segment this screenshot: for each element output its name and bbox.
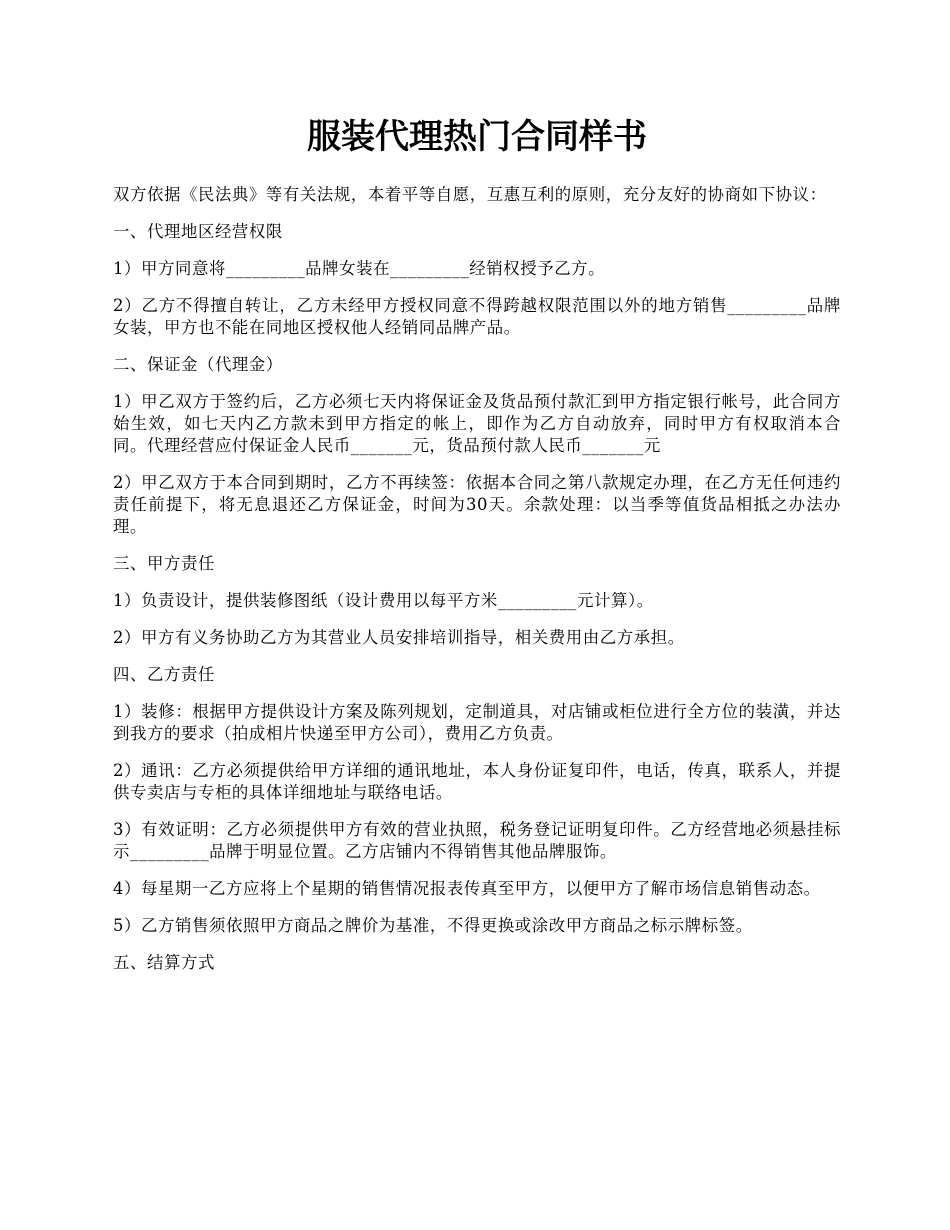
clause-4-3: 3）有效证明：乙方必须提供甲方有效的营业执照，税务登记证明复印件。乙方经营地必须悬挂标示_________品牌于明显位置。乙方店铺内不得销售其他品牌服饰。 xyxy=(113,820,841,861)
section-heading-2: 二、保证金（代理金） xyxy=(113,355,283,374)
document-page xyxy=(113,112,841,989)
clause-4-1: 1）装修：根据甲方提供设计方案及陈列规划，定制道具，对店铺或柜位进行全方位的装潢，并达到我方的要求（拍成相片快递至甲方公司），费用乙方负责。 xyxy=(113,702,841,743)
section-heading-1: 一、代理地区经营权限 xyxy=(113,222,283,241)
clause-3-2: 2）甲方有义务协助乙方为其营业人员安排培训指导，相关费用由乙方承担。 xyxy=(113,628,685,647)
section-heading-4: 四、乙方责任 xyxy=(113,665,215,684)
section-heading-5: 五、结算方式 xyxy=(113,953,215,972)
clause-1-2: 2）乙方不得擅自转让，乙方未经甲方授权同意不得跨越权限范围以外的地方销售_________品牌女装，甲方也不能在同地区授权他人经销同品牌产品。 xyxy=(113,296,841,337)
clause-3-1: 1）负责设计，提供装修图纸（设计费用以每平方米_________元计算）。 xyxy=(113,591,654,610)
intro-paragraph: 双方依据《民法典》等有关法规，本着平等自愿，互惠互利的原则，充分友好的协商如下协议： xyxy=(113,185,827,204)
clause-1-1: 1）甲方同意将_________品牌女装在_________经销权授予乙方。 xyxy=(113,259,606,278)
clause-2-1: 1）甲乙双方于签约后，乙方必须七天内将保证金及货品预付款汇到甲方指定银行帐号，此合同方始生效，如七天内乙方款未到甲方指定的帐上，即作为乙方自动放弃，同时甲方有权取消本合同。代理经营应付保证金人民币_______元，货品预付款人民币_______元 xyxy=(113,392,841,455)
clause-2-2: 2）甲乙双方于本合同到期时，乙方不再续签：依据本合同之第八款规定办理，在乙方无任何违约责任前提下，将无息退还乙方保证金，时间为30天。余款处理：以当季等值货品相抵之办法办理。 xyxy=(113,473,841,536)
clause-4-2: 2）通讯：乙方必须提供给甲方详细的通讯地址，本人身份证复印件，电话，传真，联系人，并提供专卖店与专柜的具体详细地址与联络电话。 xyxy=(113,761,841,802)
clause-4-4: 4）每星期一乙方应将上个星期的销售情况报表传真至甲方，以便甲方了解市场信息销售动态。 xyxy=(113,879,821,898)
section-heading-3: 三、甲方责任 xyxy=(113,554,215,573)
document-title: 服装代理热门合同样书 xyxy=(307,117,647,157)
clause-4-5: 5）乙方销售须依照甲方商品之牌价为基准，不得更换或涂改甲方商品之标示牌标签。 xyxy=(113,916,753,935)
